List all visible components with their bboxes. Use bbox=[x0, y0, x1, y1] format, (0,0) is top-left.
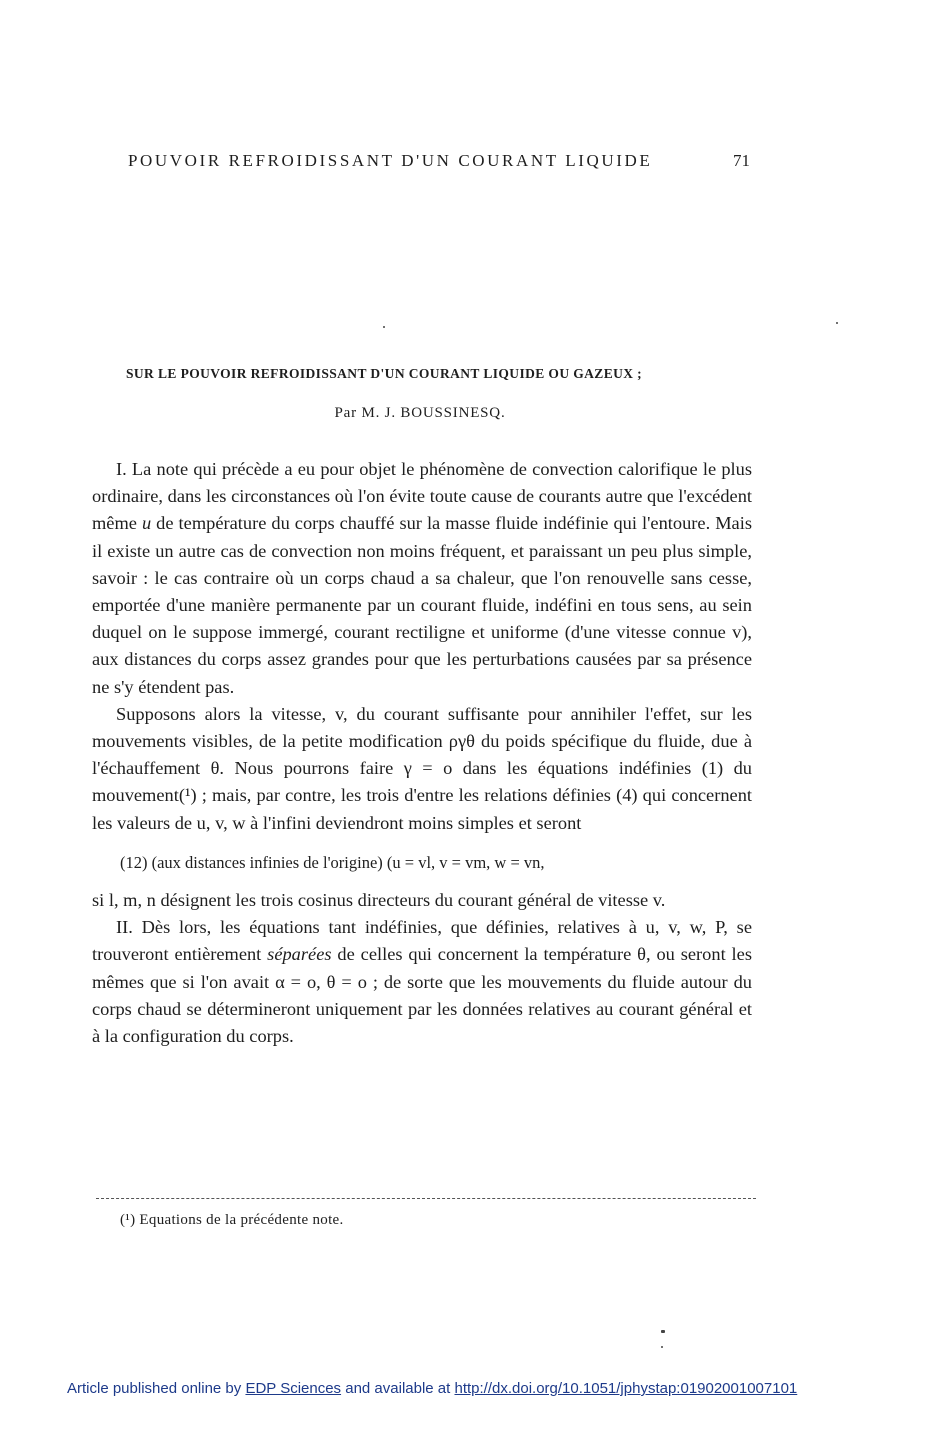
article-body bbox=[92, 456, 752, 1050]
scan-speck bbox=[836, 322, 838, 324]
article-author: Par M. J. BOUSSINESQ. bbox=[334, 405, 506, 421]
publication-middle: and available at bbox=[341, 1380, 455, 1397]
scan-speck bbox=[383, 326, 385, 328]
page-number: 71 bbox=[733, 151, 750, 170]
publisher-link[interactable]: EDP Sciences bbox=[245, 1380, 342, 1397]
equation-12: (12) (aux distances infinies de l'origine) (u = vl, v = vm, w = vn, bbox=[120, 852, 545, 872]
scan-speck bbox=[661, 1346, 663, 1348]
footnote-rule bbox=[96, 1198, 756, 1199]
paragraph-3: si l, m, n désignent les trois cosinus directeurs du courant général de vitesse v. bbox=[92, 890, 666, 911]
paragraph-1: I. La note qui précède a eu pour objet le phénomène de convection calorifique le plus ordinaire, dans les circonstances où l'on évite toute cause de courants autre que l'excédent même u de température du corps chauffé sur la masse fluide indéfinie qui l'entoure. Mais il existe un autre cas de convection non moins fréquent, et paraissant un peu plus simple, savoir : le cas contraire où un corps chaud a sa chaleur, que l'on renouvelle sans cesse, emportée d'une manière permanente par un courant fluide, indéfini en tous sens, au sein duquel on le suppose immergé, courant rectiligne et uniforme (d'une vitesse connue v), aux distances du corps assez grandes pour que les perturbations causées par sa présence ne s'y étendent pas. bbox=[92, 459, 752, 697]
article-title: SUR LE POUVOIR REFROIDISSANT D'UN COURANT LIQUIDE OU GAZEUX ; bbox=[126, 366, 643, 381]
paragraph-4: II. Dès lors, les équations tant indéfinies, que définies, relatives à u, v, w, P, se trouveront entièrement séparées de celles qui concernent la température θ, ou seront les mêmes que si l'on avait α = o, θ = o ; de sorte que les mouvements du fluide autour du corps chaud se détermineront uniquement par les données relatives au courant général et à la configuration du corps. bbox=[92, 917, 752, 1047]
running-header bbox=[128, 151, 750, 171]
doi-link[interactable]: http://dx.doi.org/10.1051/jphystap:01902001007101 bbox=[454, 1380, 798, 1397]
publication-notice bbox=[67, 1380, 867, 1397]
paragraph-2: Supposons alors la vitesse, v, du courant suffisante pour annihiler l'effet, sur les mouvements visibles, de la petite modification ργθ du poids spécifique du fluide, due à l'échauffement θ. Nous pourrons faire γ = o dans les équations indéfinies (1) du mouvement(¹) ; mais, par contre, les trois d'entre les relations définies (4) qui concernent les valeurs de u, v, w à l'infini deviendront moins simples et seront bbox=[92, 703, 752, 833]
publication-prefix: Article published online by bbox=[67, 1380, 246, 1397]
scan-speck bbox=[661, 1330, 665, 1333]
footnote: (¹) Equations de la précédente note. bbox=[120, 1212, 344, 1228]
running-title: POUVOIR REFROIDISSANT D'UN COURANT LIQUIDE bbox=[128, 151, 653, 170]
